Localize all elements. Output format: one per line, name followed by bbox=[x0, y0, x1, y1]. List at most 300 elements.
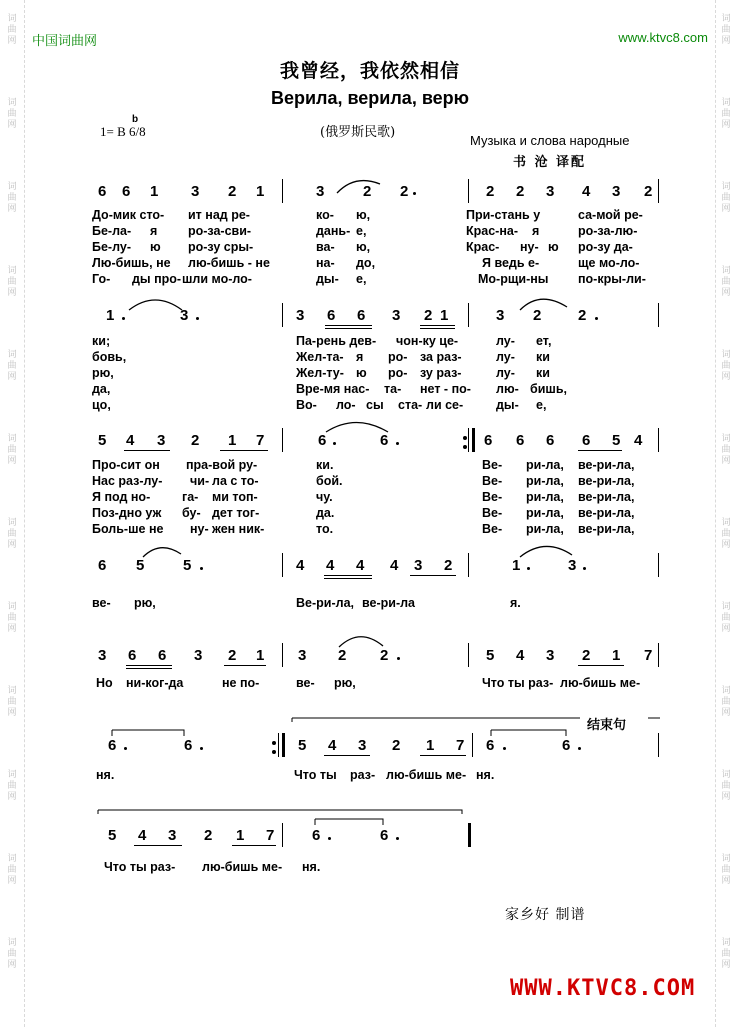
lyric-syllable: лю- bbox=[496, 382, 519, 396]
watermark-char: 曲 bbox=[721, 697, 731, 707]
watermark-char: 网 bbox=[7, 960, 17, 970]
watermark-char: 词 bbox=[721, 182, 731, 192]
watermark-char: 词 bbox=[721, 686, 731, 696]
note: 3 bbox=[546, 647, 555, 664]
watermark-block bbox=[716, 434, 736, 467]
lyric-syllable: ю bbox=[548, 240, 559, 254]
watermark-char: 曲 bbox=[7, 949, 17, 959]
watermark-char: 曲 bbox=[721, 193, 731, 203]
beam-line bbox=[578, 450, 622, 451]
lyric-syllable: Бе-лу- bbox=[92, 240, 131, 254]
lyric-syllable: Я ведь е- bbox=[482, 256, 540, 270]
augmentation-dot bbox=[413, 192, 416, 195]
barline bbox=[468, 179, 469, 203]
lyric-syllable: ю, bbox=[356, 240, 371, 254]
lyric-syllable: бишь, bbox=[530, 382, 567, 396]
barline bbox=[282, 303, 283, 327]
note: 2 bbox=[516, 183, 525, 200]
watermark-char: 词 bbox=[721, 98, 731, 108]
barline bbox=[468, 643, 469, 667]
credit-translation: 书 沧 译配 bbox=[513, 155, 587, 170]
lyric-syllable: я bbox=[150, 224, 158, 238]
note: 4 bbox=[328, 737, 337, 754]
left-watermark-column bbox=[2, 0, 25, 1027]
lyric-syllable: ри-ла, bbox=[526, 458, 564, 472]
watermark-block bbox=[2, 770, 22, 803]
note: 1 bbox=[236, 827, 245, 844]
watermark-char: 曲 bbox=[721, 781, 731, 791]
slur bbox=[339, 637, 383, 647]
lyric-syllable: Па-рень дев- bbox=[296, 334, 377, 348]
lyric-syllable: я. bbox=[510, 596, 521, 610]
note: 5 bbox=[612, 432, 621, 449]
note: 1 bbox=[440, 307, 449, 324]
closing-bracket bbox=[98, 810, 462, 814]
title-chinese: 我曾经，我依然相信 bbox=[279, 60, 460, 82]
watermark-char: 曲 bbox=[7, 25, 17, 35]
note: 1 bbox=[256, 183, 265, 200]
note: 4 bbox=[516, 647, 525, 664]
beam-line bbox=[324, 578, 372, 579]
lyric-syllable: Жел-ту- bbox=[296, 366, 344, 380]
note: 2 bbox=[204, 827, 213, 844]
watermark-char: 网 bbox=[721, 540, 731, 550]
lyric-syllable: лю-бишь ме- bbox=[386, 768, 467, 782]
augmentation-dot bbox=[396, 442, 399, 445]
slur bbox=[326, 423, 388, 433]
watermark-char: 词 bbox=[7, 350, 17, 360]
watermark-char: 曲 bbox=[7, 781, 17, 791]
watermark-char: 词 bbox=[721, 266, 731, 276]
watermark-char: 网 bbox=[721, 204, 731, 214]
watermark-block bbox=[2, 854, 22, 887]
watermark-char: 网 bbox=[7, 624, 17, 634]
barline bbox=[282, 823, 283, 847]
note: 7 bbox=[644, 647, 653, 664]
double-barline bbox=[472, 428, 475, 452]
note: 1 bbox=[256, 647, 265, 664]
note: 6 bbox=[158, 647, 167, 664]
barline bbox=[282, 643, 283, 667]
watermark-char: 曲 bbox=[7, 865, 17, 875]
note: 4 bbox=[126, 432, 135, 449]
barline bbox=[658, 179, 659, 203]
note: 2 bbox=[380, 647, 389, 664]
lyric-syllable: Но bbox=[96, 676, 113, 690]
beam-line bbox=[126, 665, 172, 666]
watermark-char: 网 bbox=[721, 792, 731, 802]
lyric-syllable: не по- bbox=[222, 676, 260, 690]
note: 5 bbox=[136, 557, 145, 574]
note: 3 bbox=[392, 307, 401, 324]
note: 6 bbox=[484, 432, 493, 449]
note: 6 bbox=[327, 307, 336, 324]
note: 2 bbox=[338, 647, 347, 664]
lyric-syllable: лу- bbox=[496, 350, 515, 364]
beam-line bbox=[124, 450, 170, 451]
lyric-syllable: га- bbox=[182, 490, 199, 504]
beam-line bbox=[420, 328, 455, 329]
watermark-char: 网 bbox=[7, 708, 17, 718]
watermark-char: 曲 bbox=[721, 25, 731, 35]
barline bbox=[278, 733, 279, 757]
note: 6 bbox=[582, 432, 591, 449]
note: 4 bbox=[326, 557, 335, 574]
watermark-char: 曲 bbox=[7, 445, 17, 455]
lyric-syllable: пра-вой ру- bbox=[186, 458, 258, 472]
note: 3 bbox=[157, 432, 166, 449]
watermark-block bbox=[2, 686, 22, 719]
augmentation-dot bbox=[122, 317, 125, 320]
watermark-char: 词 bbox=[7, 182, 17, 192]
lyric-syllable: Ве- bbox=[482, 474, 503, 488]
watermark-char: 网 bbox=[721, 624, 731, 634]
lyric-syllable: ло- bbox=[336, 398, 356, 412]
score-maker: 家乡好 制谱 bbox=[505, 907, 586, 923]
barline bbox=[658, 553, 659, 577]
lyric-syllable: чон-ку це- bbox=[396, 334, 459, 348]
note: 2 bbox=[400, 183, 409, 200]
watermark-char: 词 bbox=[7, 854, 17, 864]
lyric-syllable: Ве-ри-ла, bbox=[296, 596, 354, 610]
lyric-syllable: ко- bbox=[316, 208, 334, 222]
note: 3 bbox=[296, 307, 305, 324]
note: 2 bbox=[486, 183, 495, 200]
lyric-syllable: жен ник- bbox=[212, 522, 265, 536]
repeat-dot bbox=[272, 750, 276, 754]
note: 4 bbox=[296, 557, 305, 574]
lyric-syllable: нет - по- bbox=[420, 382, 471, 396]
augmentation-dot bbox=[527, 567, 530, 570]
note: 4 bbox=[356, 557, 365, 574]
tie bbox=[315, 819, 383, 825]
lyric-syllable: ня. bbox=[476, 768, 495, 782]
augmentation-dot bbox=[328, 837, 331, 840]
lyric-syllable: ну- bbox=[190, 522, 209, 536]
lyric-syllable: Мо-рщи-ны bbox=[478, 272, 549, 286]
lyric-syllable: ни-ког-да bbox=[126, 676, 184, 690]
watermark-char: 词 bbox=[721, 434, 731, 444]
note: 3 bbox=[191, 183, 200, 200]
lyric-syllable: я bbox=[532, 224, 540, 238]
note: 6 bbox=[128, 647, 137, 664]
lyric-syllable: ста- bbox=[398, 398, 423, 412]
lyric-syllable: шли мо-ло- bbox=[182, 272, 252, 286]
watermark-block bbox=[2, 266, 22, 299]
note: 3 bbox=[316, 183, 325, 200]
lyric-syllable: ри-ла, bbox=[526, 522, 564, 536]
watermark-char: 曲 bbox=[7, 697, 17, 707]
note: 1 bbox=[150, 183, 159, 200]
note: 3 bbox=[358, 737, 367, 754]
lyric-syllable: Ве- bbox=[482, 506, 503, 520]
note: 6 bbox=[98, 183, 107, 200]
credit-music: Музыка и слова народные bbox=[470, 133, 630, 148]
lyric-syllable: бой. bbox=[316, 474, 343, 488]
lyric-syllable: по-кры-ли- bbox=[578, 272, 646, 286]
watermark-block bbox=[2, 14, 22, 47]
watermark-char: 词 bbox=[721, 350, 731, 360]
lyric-syllable: лю-бишь ме- bbox=[560, 676, 641, 690]
watermark-block bbox=[716, 686, 736, 719]
note: 3 bbox=[496, 307, 505, 324]
watermark-char: 网 bbox=[721, 456, 731, 466]
watermark-char: 网 bbox=[7, 372, 17, 382]
lyric-syllable: чи- bbox=[190, 474, 210, 488]
lyric-syllable: ве-ри-ла bbox=[362, 596, 416, 610]
barline bbox=[468, 553, 469, 577]
watermark-char: 网 bbox=[721, 288, 731, 298]
note: 3 bbox=[194, 647, 203, 664]
lyric-syllable: ва- bbox=[316, 240, 335, 254]
lyric-syllable: ри-ла, bbox=[526, 474, 564, 488]
beam-line bbox=[410, 575, 456, 576]
watermark-char: 词 bbox=[7, 602, 17, 612]
watermark-char: 词 bbox=[721, 854, 731, 864]
beam-line bbox=[324, 755, 370, 756]
lyric-syllable: лю-бишь ме- bbox=[202, 860, 283, 874]
lyric-syllable: на- bbox=[316, 256, 335, 270]
watermark-char: 曲 bbox=[7, 613, 17, 623]
watermark-block bbox=[2, 434, 22, 467]
lyric-syllable: ро- bbox=[388, 350, 408, 364]
barline bbox=[282, 179, 283, 203]
note: 1 bbox=[612, 647, 621, 664]
subtitle-origin: (俄罗斯民歌) bbox=[320, 125, 396, 140]
lyric-syllable: дет тог- bbox=[212, 506, 260, 520]
slur bbox=[143, 548, 181, 557]
lyric-syllable: дань- bbox=[316, 224, 351, 238]
lyric-syllable: е, bbox=[356, 272, 367, 286]
lyric-syllable: я bbox=[356, 350, 364, 364]
lyric-syllable: ве-ри-ла, bbox=[578, 458, 635, 472]
lyric-syllable: Про-сит он bbox=[92, 458, 160, 472]
note: 2 bbox=[228, 183, 237, 200]
lyric-syllable: е, bbox=[356, 224, 367, 238]
beam-line bbox=[420, 325, 455, 326]
augmentation-dot bbox=[503, 747, 506, 750]
lyric-syllable: ки. bbox=[316, 458, 334, 472]
lyric-syllable: рю, bbox=[334, 676, 356, 690]
watermark-char: 网 bbox=[721, 120, 731, 130]
lyric-syllable: ла с то- bbox=[212, 474, 259, 488]
lyric-syllable: зу раз- bbox=[420, 366, 462, 380]
lyric-syllable: ки bbox=[536, 350, 550, 364]
lyric-syllable: са-мой ре- bbox=[578, 208, 643, 222]
note: 7 bbox=[266, 827, 275, 844]
watermark-char: 词 bbox=[721, 770, 731, 780]
watermark-char: 曲 bbox=[7, 193, 17, 203]
lyric-syllable: Я под но- bbox=[92, 490, 151, 504]
barline bbox=[658, 643, 659, 667]
watermark-char: 网 bbox=[7, 204, 17, 214]
note: 6 bbox=[184, 737, 193, 754]
beam-line bbox=[220, 450, 268, 451]
footer-url-link[interactable]: WWW.KTVC8.COM bbox=[510, 976, 696, 1001]
note: 2 bbox=[191, 432, 200, 449]
right-watermark-column bbox=[715, 0, 738, 1027]
beam-line bbox=[325, 328, 372, 329]
watermark-char: 曲 bbox=[7, 361, 17, 371]
watermark-block bbox=[2, 182, 22, 215]
note: 3 bbox=[546, 183, 555, 200]
lyric-syllable: ве-ри-ла, bbox=[578, 506, 635, 520]
lyric-syllable: ри-ла, bbox=[526, 490, 564, 504]
watermark-block bbox=[2, 938, 22, 971]
watermark-block bbox=[716, 938, 736, 971]
lyric-syllable: Боль-ше не bbox=[92, 522, 164, 536]
lyric-syllable: ну- bbox=[520, 240, 539, 254]
watermark-char: 网 bbox=[721, 876, 731, 886]
watermark-char: 曲 bbox=[7, 277, 17, 287]
lyric-syllable: ли се- bbox=[426, 398, 464, 412]
watermark-block bbox=[716, 350, 736, 383]
note: 2 bbox=[424, 307, 433, 324]
lyric-syllable: ро-зу сры- bbox=[188, 240, 254, 254]
lyric-syllable: то. bbox=[316, 522, 334, 536]
lyric-syllable: е, bbox=[536, 398, 547, 412]
watermark-char: 曲 bbox=[721, 277, 731, 287]
note: 1 bbox=[228, 432, 237, 449]
barline bbox=[468, 303, 469, 327]
watermark-char: 网 bbox=[721, 708, 731, 718]
lyric-syllable: ро- bbox=[388, 366, 408, 380]
lyric-syllable: Крас-на- bbox=[466, 224, 518, 238]
augmentation-dot bbox=[124, 747, 127, 750]
key-signature: 1= B 6/8 bbox=[100, 124, 146, 139]
note: 5 bbox=[298, 737, 307, 754]
note: 6 bbox=[108, 737, 117, 754]
beam-line bbox=[578, 665, 624, 666]
barline bbox=[472, 733, 473, 757]
lyric-syllable: ро-зу да- bbox=[578, 240, 633, 254]
augmentation-dot bbox=[578, 747, 581, 750]
note: 6 bbox=[312, 827, 321, 844]
note: 6 bbox=[562, 737, 571, 754]
lyric-syllable: ит над ре- bbox=[188, 208, 250, 222]
lyric-syllable: да. bbox=[316, 506, 335, 520]
beam-line bbox=[224, 665, 266, 666]
watermark-block bbox=[716, 602, 736, 635]
watermark-char: 曲 bbox=[7, 109, 17, 119]
site-name-link[interactable]: 中国词曲网 bbox=[32, 34, 98, 49]
lyric-syllable: ще мо-ло- bbox=[578, 256, 640, 270]
watermark-char: 词 bbox=[7, 518, 17, 528]
double-barline bbox=[468, 823, 471, 847]
note: 3 bbox=[414, 557, 423, 574]
note: 2 bbox=[392, 737, 401, 754]
beam-line bbox=[126, 668, 172, 669]
watermark-char: 曲 bbox=[7, 529, 17, 539]
watermark-block bbox=[2, 518, 22, 551]
note: 2 bbox=[444, 557, 453, 574]
note: 5 bbox=[98, 432, 107, 449]
lyric-syllable: ве- bbox=[296, 676, 315, 690]
watermark-char: 词 bbox=[721, 518, 731, 528]
note: 3 bbox=[612, 183, 621, 200]
lyric-syllable: раз- bbox=[350, 768, 376, 782]
watermark-char: 网 bbox=[7, 456, 17, 466]
slur bbox=[337, 181, 380, 193]
lyric-syllable: Вре-мя нас- bbox=[296, 382, 370, 396]
slur bbox=[129, 300, 182, 310]
note: 1 bbox=[106, 307, 115, 324]
site-url-link[interactable]: www.ktvc8.com bbox=[618, 30, 708, 45]
beam-line bbox=[420, 755, 466, 756]
watermark-char: 词 bbox=[7, 434, 17, 444]
watermark-block bbox=[716, 854, 736, 887]
note: 2 bbox=[578, 307, 587, 324]
watermark-char: 网 bbox=[7, 288, 17, 298]
lyric-syllable: Что ты раз- bbox=[482, 676, 554, 690]
watermark-char: 词 bbox=[721, 938, 731, 948]
lyric-syllable: ми топ- bbox=[212, 490, 258, 504]
watermark-char: 词 bbox=[7, 14, 17, 24]
watermark-char: 曲 bbox=[721, 529, 731, 539]
note: 3 bbox=[298, 647, 307, 664]
tie bbox=[491, 730, 566, 736]
lyric-syllable: Го- bbox=[92, 272, 111, 286]
barline bbox=[658, 733, 659, 757]
slur bbox=[520, 546, 572, 557]
tie bbox=[112, 730, 184, 736]
watermark-char: 网 bbox=[721, 372, 731, 382]
watermark-char: 词 bbox=[721, 602, 731, 612]
watermark-char: 曲 bbox=[721, 109, 731, 119]
note: 4 bbox=[390, 557, 399, 574]
watermark-char: 词 bbox=[7, 770, 17, 780]
watermark-block bbox=[716, 14, 736, 47]
lyric-syllable: ве-ри-ла, bbox=[578, 522, 635, 536]
lyric-syllable: ве-ри-ла, bbox=[578, 474, 635, 488]
note: 5 bbox=[183, 557, 192, 574]
lyric-syllable: за раз- bbox=[420, 350, 462, 364]
watermark-char: 网 bbox=[7, 876, 17, 886]
lyric-syllable: бу- bbox=[182, 506, 201, 520]
lyric-syllable: Жел-та- bbox=[296, 350, 344, 364]
note: 6 bbox=[357, 307, 366, 324]
watermark-char: 网 bbox=[721, 36, 731, 46]
slur bbox=[520, 299, 567, 310]
lyric-syllable: лю-бишь - не bbox=[188, 256, 270, 270]
lyric-syllable: Ве- bbox=[482, 458, 503, 472]
augmentation-dot bbox=[333, 442, 336, 445]
note: 2 bbox=[582, 647, 591, 664]
watermark-block bbox=[2, 602, 22, 635]
lyric-syllable: ня. bbox=[96, 768, 115, 782]
lyric-syllable: Лю-бишь, не bbox=[92, 256, 171, 270]
barline bbox=[468, 428, 469, 452]
lyric-syllable: до, bbox=[356, 256, 376, 270]
beam-line bbox=[325, 325, 372, 326]
note: 4 bbox=[138, 827, 147, 844]
note: 6 bbox=[98, 557, 107, 574]
closing-label: 结束句 bbox=[587, 718, 627, 733]
watermark-char: 词 bbox=[7, 98, 17, 108]
double-barline bbox=[282, 733, 285, 757]
lyric-syllable: Бе-ла- bbox=[92, 224, 132, 238]
watermark-char: 网 bbox=[7, 540, 17, 550]
lyric-syllable: лу- bbox=[496, 366, 515, 380]
watermark-char: 词 bbox=[7, 686, 17, 696]
lyric-syllable: цо, bbox=[92, 398, 111, 412]
note: 2 bbox=[363, 183, 372, 200]
lyric-syllable: Что ты раз- bbox=[104, 860, 176, 874]
repeat-dot bbox=[463, 436, 467, 440]
note: 6 bbox=[516, 432, 525, 449]
lyric-syllable: Поз-дно уж bbox=[92, 506, 162, 520]
watermark-char: 曲 bbox=[721, 865, 731, 875]
